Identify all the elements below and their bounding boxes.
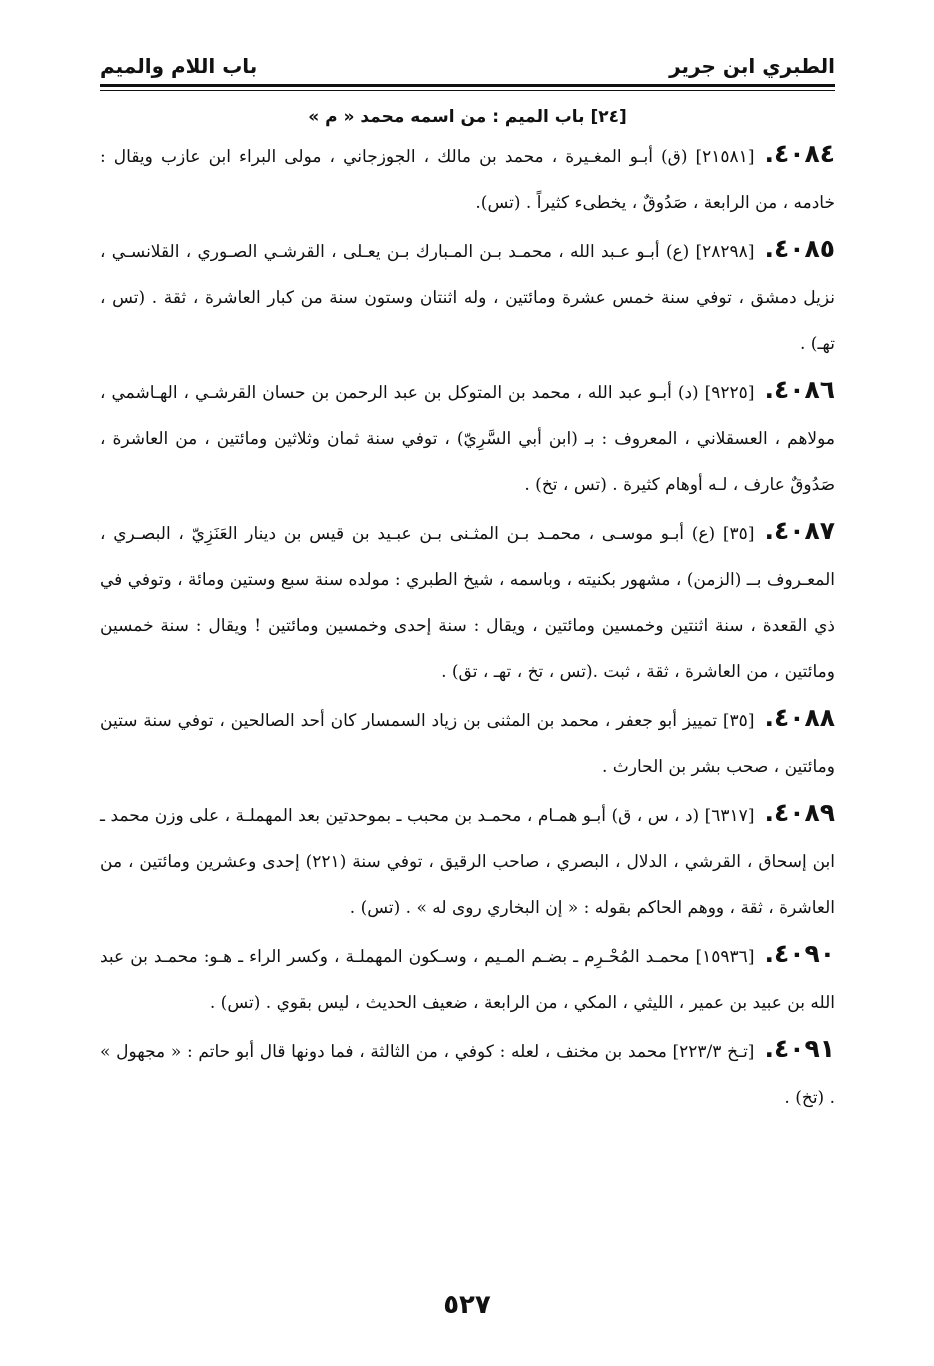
entry-text: [٢١٥٨١] (ق) أبـو المغـيرة ، محمد بن مالك ، الجوزجاني ، مولى البراء ابن عازب ويقال : خادمه ، من الرابعة ، صَدُوقٌ ، يخطىء كثيراً . (تس).	[100, 147, 835, 213]
entry-text: [٢٨٢٩٨] (ع) أبـو عـبد الله ، محمـد بـن المـبارك بـن يعـلى ، القرشـي الصـوري ، القلانسـي ، نزيل دمشق ، توفي سنة خمس عشرة ومائتين ، وله اثنتان وستون سنة من كبار العاشرة ، ثقة . (تس ، تهـ) .	[100, 242, 835, 354]
document-page	[100, 40, 835, 1121]
entry-4085	[100, 226, 835, 367]
entry-number: ٤٠٨٩.	[764, 798, 835, 827]
entry-number: ٤٠٨٥.	[764, 234, 835, 263]
page-header	[100, 40, 835, 78]
page-number: ٥٢٧	[443, 1290, 491, 1320]
entry-number: ٤٠٨٦.	[764, 375, 835, 404]
entry-4090	[100, 931, 835, 1026]
entry-text: [تـخ ٢٢٣/٣] محمد بن مخنف ، لعله : كوفي ، من الثالثة ، فما دونها قال أبو حاتم : « مجهول » . (تخ) .	[100, 1042, 835, 1108]
entry-4089	[100, 790, 835, 931]
entry-number: ٤٠٨٧.	[764, 516, 835, 545]
entry-4088	[100, 695, 835, 790]
entry-text: [٩٢٢٥] (د) أبـو عبد الله ، محمد بن المتوكل بن عبد الرحمن بن حسان القرشـي ، الهـاشمي ، مولاهم ، العسقلاني ، المعروف : بـ (ابن أبي السَّرِيّ) ، توفي سنة ثمان وثلاثين ومائتين ، من العاشرة ، صَدُوقٌ عارف ، لـه أوهام كثيرة . (تس ، تخ) .	[100, 383, 835, 495]
entry-4091	[100, 1026, 835, 1121]
entry-text: [٣٥] (ع) أبـو موسـى ، محمـد بـن المثـنى بـن عبـيد بن قيس بن دينار العَنَزِيّ ، البصـري ، المعـروف بــ (الزمن) ، مشهور بكنيته ، وباسمه ، شيخ الطبري : مولده سنة سبع وستين ومائة ، وتوفي في ذي القعدة ، سنة اثنتين وخمسين ومائتين ، ويقال : سنة إحدى وخمسين ومائتين ! ويقال : سنة خمسين ومائتين ، من العاشرة ، ثقة ، ثبت .(تس ، تخ ، تهـ ، تق) .	[100, 524, 835, 682]
entry-4084	[100, 131, 835, 226]
entry-number: ٤٠٨٤.	[764, 139, 835, 168]
entry-number: ٤٠٨٨.	[764, 703, 835, 732]
section-title: [٢٤] باب الميم : من اسمه محمد « م »	[308, 107, 627, 127]
entry-4087	[100, 508, 835, 695]
header-rule	[100, 84, 835, 91]
entry-text: [٣٥] تمييز أبو جعفر ، محمد بن المثنى بن زياد السمسار كان أحد الصالحين ، توفي سنة ستين ومائتين ، صحب بشر بن الحارث .	[100, 711, 835, 777]
entry-4086	[100, 367, 835, 508]
header-book-title: الطبري ابن جرير	[669, 54, 835, 78]
entry-number: ٤٠٩١.	[764, 1034, 835, 1063]
header-chapter-title: باب اللام والميم	[100, 54, 258, 78]
entry-text: [٦٣١٧] (د ، س ، ق) أبـو همـام ، محمـد بن محبب ـ بموحدتين بعد المهملـة ، على وزن محمد ـ ابن إسحاق ، القرشي ، الدلال ، البصري ، صاحب الرقيق ، توفي سنة (٢٢١) إحدى وعشرين ومائتين ، من العاشرة ، ثقة ، ووهم الحاكم بقوله : « إن البخاري روى له » . (تس) .	[100, 806, 835, 918]
entry-number: ٤٠٩٠.	[764, 939, 835, 968]
entry-text: [١٥٩٣٦] محمـد المُحْـرِم ـ بضـم المـيم ، وسـكون المهملـة ، وكسر الراء ـ هـو: محمـد بن عبد الله بن عبيد بن عمير ، الليثي ، المكي ، من الرابعة ، ضعيف الحديث ، ليس بقوي . (تس) .	[100, 947, 835, 1013]
